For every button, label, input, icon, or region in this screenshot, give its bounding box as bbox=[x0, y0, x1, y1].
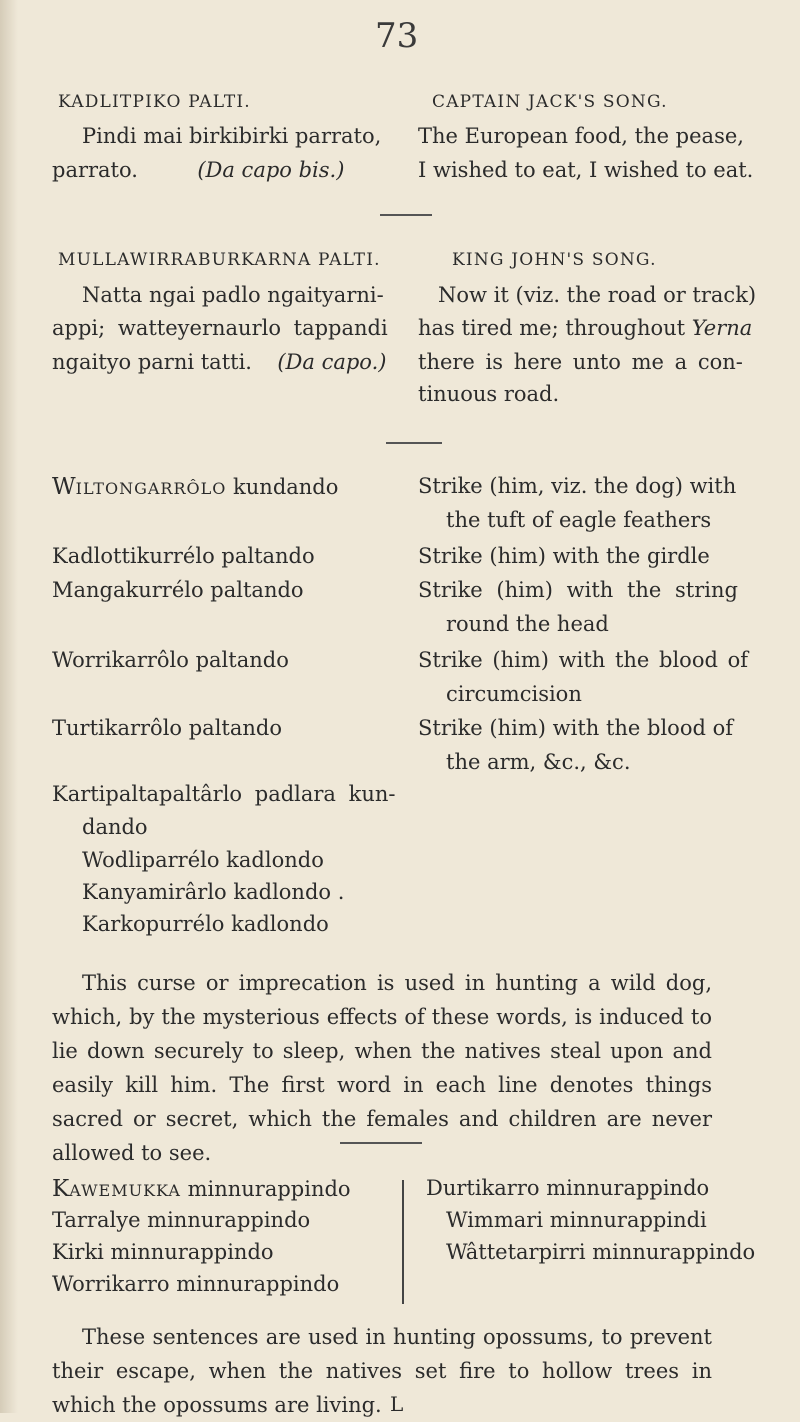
karkopurrelo-line: Karkopurrélo kadlondo bbox=[82, 912, 329, 936]
wiltongarrolo-initial: W bbox=[52, 474, 76, 500]
king-john-heading: KING JOHN'S SONG. bbox=[452, 250, 657, 270]
kawemukka-initial: K bbox=[52, 1176, 70, 1202]
strike-line-7: circumcision bbox=[446, 682, 582, 706]
wiltongarrolo-smallcaps: ILTONGARRÔLO bbox=[75, 479, 227, 498]
strike-line-4: Strike (him) with the string bbox=[418, 578, 738, 602]
mullawirra-line-3 bbox=[52, 350, 386, 374]
wiltongarrolo-rest: kundando bbox=[233, 475, 339, 499]
mullawirra-line-3-text: ngaityo parni tatti. bbox=[52, 350, 252, 374]
dando-line: dando bbox=[82, 815, 148, 839]
strike-line-3: Strike (him) with the girdle bbox=[418, 544, 710, 568]
signature-mark: L bbox=[390, 1392, 404, 1416]
section-divider-3 bbox=[340, 1142, 422, 1144]
page-number: 73 bbox=[375, 16, 419, 56]
wodliparrelo-line: Wodliparrélo kadlondo bbox=[82, 848, 324, 872]
kanyamirarlo-line: Kanyamirârlo kadlondo . bbox=[82, 880, 345, 904]
captain-jack-line-1: The European food, the pease, bbox=[418, 124, 744, 148]
king-john-line-1: Now it (viz. the road or track) bbox=[438, 283, 757, 307]
strike-line-6: Strike (him) with the blood of bbox=[418, 648, 748, 672]
king-john-line-2 bbox=[418, 316, 752, 340]
kadlitpiko-heading: KADLITPIKO PALTI. bbox=[58, 92, 251, 112]
kawemukka-rest: minnurappindo bbox=[187, 1177, 351, 1201]
durtikarro-line: Durtikarro minnurappindo bbox=[426, 1176, 710, 1200]
strike-line-9: the arm, &c., &c. bbox=[446, 750, 631, 774]
strike-line-2: the tuft of eagle feathers bbox=[446, 508, 712, 532]
strike-line-8: Strike (him) with the blood of bbox=[418, 716, 733, 740]
wimmari-line: Wimmari minnurappindi bbox=[446, 1208, 707, 1232]
strike-line-5: round the head bbox=[446, 612, 609, 636]
strike-line-1: Strike (him, viz. the dog) with bbox=[418, 474, 737, 498]
opossum-paragraph: These sentences are used in hunting opossums, to prevent their escape, when the natives set fire to hollow trees in which the opossums are living. bbox=[52, 1325, 712, 1417]
king-john-line-2-text: has tired me; throughout bbox=[418, 316, 686, 340]
kirki-line: Kirki minnurappindo bbox=[52, 1240, 274, 1264]
worrikarro-line: Worrikarro minnurappindo bbox=[52, 1272, 340, 1296]
da-capo-bis: (Da capo bis.) bbox=[197, 158, 345, 182]
wattetarpirri-line: Wâttetarpirri minnurappindo bbox=[446, 1240, 756, 1264]
worrikarrolo-line: Worrikarrôlo paltando bbox=[52, 648, 289, 672]
mullawirra-line-2: appi; watteyernaurlo tappandi bbox=[52, 316, 388, 340]
wild-dog-paragraph: This curse or imprecation is used in hunting a wild dog, which, by the mysterious effects of these words, is induced to lie down securely to sleep, when the natives steal upon and easily kill him. The first word in each line denotes things sacred or secret, which the females and children are never allowed to see. bbox=[52, 971, 712, 1165]
mullawirra-line-1: Natta ngai padlo ngaityarni- bbox=[82, 283, 384, 307]
king-john-line-3: there is here unto me a con- bbox=[418, 350, 743, 374]
kawemukka-line bbox=[52, 1176, 351, 1202]
da-capo: (Da capo.) bbox=[277, 350, 387, 374]
opossum-brace bbox=[402, 1180, 404, 1304]
wiltongarrolo-line bbox=[52, 474, 338, 500]
mullawirraburkarna-heading: MULLAWIRRABURKARNA PALTI. bbox=[58, 250, 381, 270]
kawemukka-smallcaps: AWEMUKKA bbox=[69, 1181, 181, 1200]
mangakurrelo-line: Mangakurrélo paltando bbox=[52, 578, 304, 602]
king-john-line-4: tinuous road. bbox=[418, 382, 560, 406]
yerna-word: Yerna bbox=[691, 316, 753, 340]
section-divider-1 bbox=[380, 214, 432, 216]
turtikarrolo-line: Turtikarrôlo paltando bbox=[52, 716, 282, 740]
section-divider-2 bbox=[386, 442, 442, 444]
kadlottikurrelo-line: Kadlottikurrélo paltando bbox=[52, 544, 315, 568]
kartipaltapaltarlo-line: Kartipaltapaltârlo padlara kun- bbox=[52, 782, 396, 806]
captain-jack-line-2: I wished to eat, I wished to eat. bbox=[418, 158, 754, 182]
page-edge-shadow bbox=[0, 0, 18, 1413]
tarralye-line: Tarralye minnurappindo bbox=[52, 1208, 311, 1232]
kadlitpiko-line-2-text: parrato. bbox=[52, 158, 138, 182]
captain-jack-heading: CAPTAIN JACK'S SONG. bbox=[432, 92, 668, 112]
kadlitpiko-line-1: Pindi mai birkibirki parrato, bbox=[82, 124, 382, 148]
kadlitpiko-line-2 bbox=[52, 158, 344, 182]
